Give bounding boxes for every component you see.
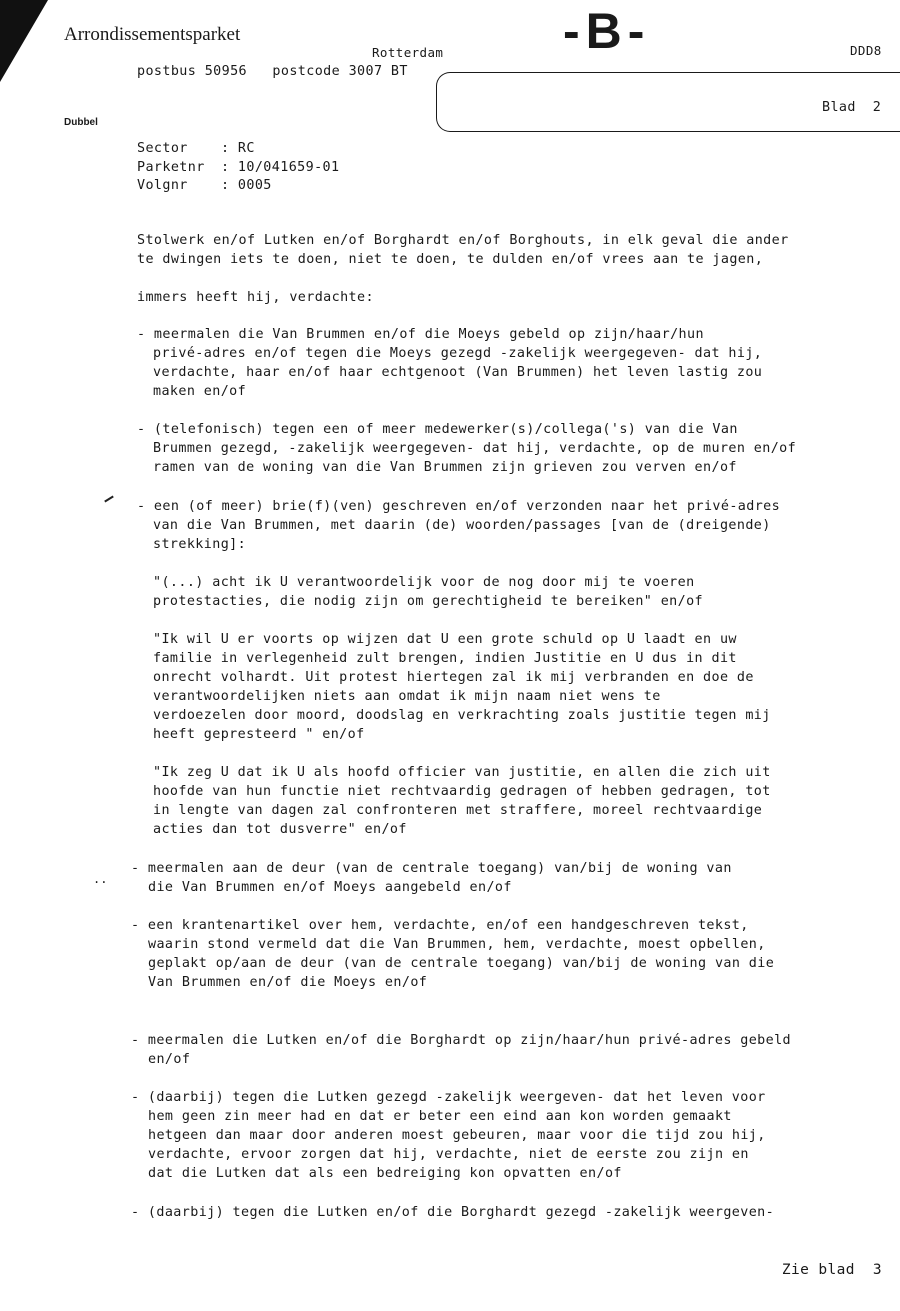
text-line: Stolwerk en/of Lutken en/of Borghardt en/of Borghouts, in elk geval die ander — [137, 233, 789, 248]
meta-value: : RC — [221, 141, 255, 156]
meta-row — [137, 159, 339, 178]
text-line: onrecht volhardt. Uit protest hiertegen zal ik mij verbranden en doe de — [153, 670, 754, 685]
text-line: in lengte van dagen zal confronteren met straffere, moreel rechtvaardige — [153, 803, 763, 818]
text-line: - (daarbij) tegen die Lutken en/of die Borghardt gezegd -zakelijk weergeven- — [131, 1205, 775, 1220]
text-line: van die Van Brummen, met daarin (de) woorden/passages [van de (dreigende) — [153, 518, 771, 533]
text-line: Van Brummen en/of die Moeys en/of — [148, 975, 428, 990]
footer — [782, 1262, 882, 1278]
postal-address — [137, 64, 408, 79]
city: Rotterdam — [372, 45, 444, 60]
text-line: dat die Lutken dat als een bedreiging kon opvatten en/of — [148, 1166, 622, 1181]
text-line: - een krantenartikel over hem, verdachte, en/of een handgeschreven tekst, — [131, 918, 749, 933]
text-line: "(...) acht ik U verantwoordelijk voor de nog door mij te voeren — [153, 575, 695, 590]
text-line: - (telefonisch) tegen een of meer medewerker(s)/collega('s) van die Van — [137, 422, 738, 437]
scan-corner-artifact — [0, 0, 48, 82]
text-line: hem geen zin meer had en dat er beter een eind aan kon worden gemaakt — [148, 1109, 732, 1124]
text-line: verdachte, ervoor zorgen dat hij, verdachte, niet de eerste zou zijn en — [148, 1147, 749, 1162]
text-line: acties dan tot dusverre" en/of — [153, 822, 407, 837]
text-line: heeft gepresteerd " en/of — [153, 727, 365, 742]
text-line: - (daarbij) tegen die Lutken gezegd -zakelijk weergeven- dat het leven voor — [131, 1090, 766, 1105]
next-sheet-number: 3 — [872, 1262, 882, 1278]
text-line: - meermalen die Van Brummen en/of die Moeys gebeld op zijn/haar/hun — [137, 327, 704, 342]
copy-label: Dubbel — [64, 117, 98, 128]
text-line: - meermalen aan de deur (van de centrale toegang) van/bij de woning van — [131, 861, 732, 876]
meta-value: : 0005 — [221, 178, 272, 193]
text-line: ramen van de woning van die Van Brummen zijn grieven zou verven en/of — [153, 460, 737, 475]
text-line: immers heeft hij, verdachte: — [137, 290, 374, 305]
meta-label: Sector — [137, 141, 188, 156]
text-line: Brummen gezegd, -zakelijk weergegeven- dat hij, verdachte, op de muren en/of — [153, 441, 797, 456]
text-line: privé-adres en/of tegen die Moeys gezegd -zakelijk weergegeven- dat hij, — [153, 346, 763, 361]
text-line: hetgeen dan maar door anderen moest gebeuren, maar voor die tijd zou hij, — [148, 1128, 766, 1143]
case-meta — [137, 140, 339, 196]
meta-label: Parketnr — [137, 159, 205, 175]
text-line: verdoezelen door moord, doodslag en verkrachting zoals justitie tegen mij — [153, 708, 771, 723]
text-line: verantwoordelijken niets aan omdat ik mijn naam niet wens te — [153, 689, 661, 704]
text-line: hoofde van hun functie niet rechtvaardig gedragen of hebben gedragen, tot — [153, 784, 771, 799]
meta-value: : 10/041659-01 — [221, 159, 340, 175]
pen-mark — [104, 496, 114, 503]
meta-row — [137, 140, 339, 159]
postbus: postbus 50956 — [137, 64, 248, 79]
continue-label: Zie blad — [781, 1262, 855, 1278]
sheet-number: Blad 2 — [822, 100, 882, 115]
handwritten-mark: -B- — [563, 3, 651, 59]
text-line: "Ik wil U er voorts op wijzen dat U een grote schuld op U laadt en uw — [153, 632, 737, 647]
postcode: postcode 3007 BT — [272, 64, 408, 79]
meta-label: Volgnr — [137, 178, 188, 193]
text-line: verdachte, haar en/of haar echtgenoot (Van Brummen) het leven lastig zou — [153, 365, 763, 380]
text-line: - een (of meer) brie(f)(ven) geschreven en/of verzonden naar het privé-adres — [137, 499, 781, 514]
text-line: familie in verlegenheid zult brengen, indien Justitie en U dus in dit — [153, 651, 737, 666]
meta-row — [137, 177, 339, 196]
scan-speck: .. — [93, 872, 108, 886]
text-line: "Ik zeg U dat ik U als hoofd officier van justitie, en allen die zich uit — [153, 765, 771, 780]
text-line: te dwingen iets te doen, niet te doen, te dulden en/of vrees aan te jagen, — [137, 252, 764, 267]
text-line: protestacties, die nodig zijn om gerechtigheid te bereiken" en/of — [153, 594, 704, 609]
text-line: - meermalen die Lutken en/of die Borghardt op zijn/haar/hun privé-adres gebeld — [131, 1033, 792, 1048]
text-line: maken en/of — [153, 384, 247, 399]
text-line: en/of — [148, 1052, 191, 1067]
organization-name: Arrondissementsparket — [64, 24, 241, 45]
document-code: DDD8 — [850, 43, 882, 58]
text-line: strekking]: — [153, 537, 247, 552]
text-line: die Van Brummen en/of Moeys aangebeld en/of — [148, 880, 512, 895]
text-line: waarin stond vermeld dat die Van Brummen, hem, verdachte, moest opbellen, — [148, 937, 766, 952]
text-line: geplakt op/aan de deur (van de centrale toegang) van/bij de woning van die — [148, 956, 775, 971]
